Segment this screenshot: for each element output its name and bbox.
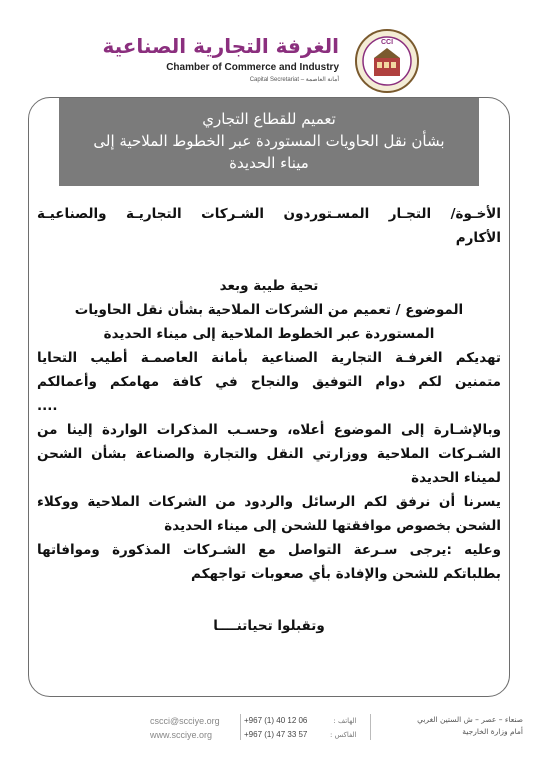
title-line-3: ميناء الحديدة: [229, 154, 309, 172]
document-card: [28, 97, 510, 697]
emblem-label: CCI: [380, 39, 394, 46]
contact-labels: [330, 714, 357, 742]
chamber-emblem-icon: [354, 28, 420, 94]
fax-label: الفاكس :: [330, 731, 357, 739]
subject-line-1: الموضوع / تعميم من الشركات الملاحية بشأن نقل الحاويات: [74, 302, 464, 318]
paragraph-4-line-2: بطلباتكم للشحن والإفادة بأي صعوبات تواجهكم: [191, 566, 501, 582]
closing: وتقبلوا تحياتنــــا: [213, 618, 325, 634]
address-line-2: أمام وزارة الخارجية: [462, 727, 523, 736]
letter-body: [37, 202, 501, 638]
title-line-2: بشأن نقل الحاويات المستوردة عبر الخطوط الملاحية إلى: [93, 132, 445, 150]
spacer: [37, 586, 501, 610]
phone-label: الهاتف :: [333, 717, 357, 725]
paragraph-2-line-1: وبالإشـارة إلى الموضوع أعلاه، وحسـب المذكرات الواردة إلينا من: [37, 422, 501, 438]
website-link[interactable]: www.scciye.org: [150, 730, 213, 740]
paragraph-2-line-2: الشـركات الملاحية ووزارتي النقل والتجارة والصناعة بشأن الشحن: [37, 446, 501, 462]
footer: [0, 706, 535, 746]
fax-number: +967 (1) 47 33 57: [244, 730, 308, 739]
paragraph-3-line-2: الشحن بخصوص موافقتها للشحن إلى ميناء الحديدة: [164, 518, 501, 534]
paragraph-1-line-3: ....: [37, 398, 58, 414]
footer-address: [417, 714, 523, 738]
phone-number: +967 (1) 40 12 06: [244, 716, 308, 725]
greeting: تحية طيبة وبعد: [219, 278, 319, 294]
footer-divider: [370, 714, 371, 740]
address-line-1: صنعاء – عصر – ش الستين الغربي: [417, 715, 523, 724]
org-name-arabic: الغرفة التجارية الصناعية: [102, 34, 339, 58]
addressee-line-2: الأكارم: [455, 230, 501, 246]
paragraph-1-line-1: تهديكم الغرفـة التجارية الصناعية بأمانة العاصمـة أطيب التحايا: [37, 350, 501, 366]
paragraph-3-line-1: يسرنا أن نرفق لكم الرسائل والردود من الشركات الملاحية ووكلاء: [37, 494, 501, 510]
paragraph-2-line-3: لميناء الحديدة: [411, 470, 501, 486]
email-link[interactable]: cscci@scciye.org: [150, 716, 220, 726]
title-banner: [59, 98, 479, 186]
contact-numbers: [244, 714, 307, 742]
letterhead: [0, 18, 535, 90]
paragraph-4-line-1: وعليه :يرجى سـرعة التواصل مع الشـركات المذكورة وموافاتها: [37, 542, 501, 558]
paragraph-1-line-2: متمنين لكم دوام التوفيق والنجاح في كافة مهامكم وأعمالكم: [37, 374, 501, 390]
addressee-line-1: الأخـوة/ التجـار المسـتوردون الشـركات التجاريـة والصناعيـة: [37, 206, 501, 222]
subject-line-2: المستوردة عبر الخطوط الملاحية إلى ميناء الحديدة: [103, 326, 435, 342]
org-subtitle: Capital Secretariat – أمانة العاصمة: [249, 77, 339, 83]
title-line-1: تعميم للقطاع التجاري: [202, 110, 336, 128]
org-name-english: Chamber of Commerce and Industry: [166, 62, 339, 73]
web-contacts: [150, 714, 220, 742]
footer-divider: [240, 714, 241, 740]
spacer: [37, 250, 501, 274]
